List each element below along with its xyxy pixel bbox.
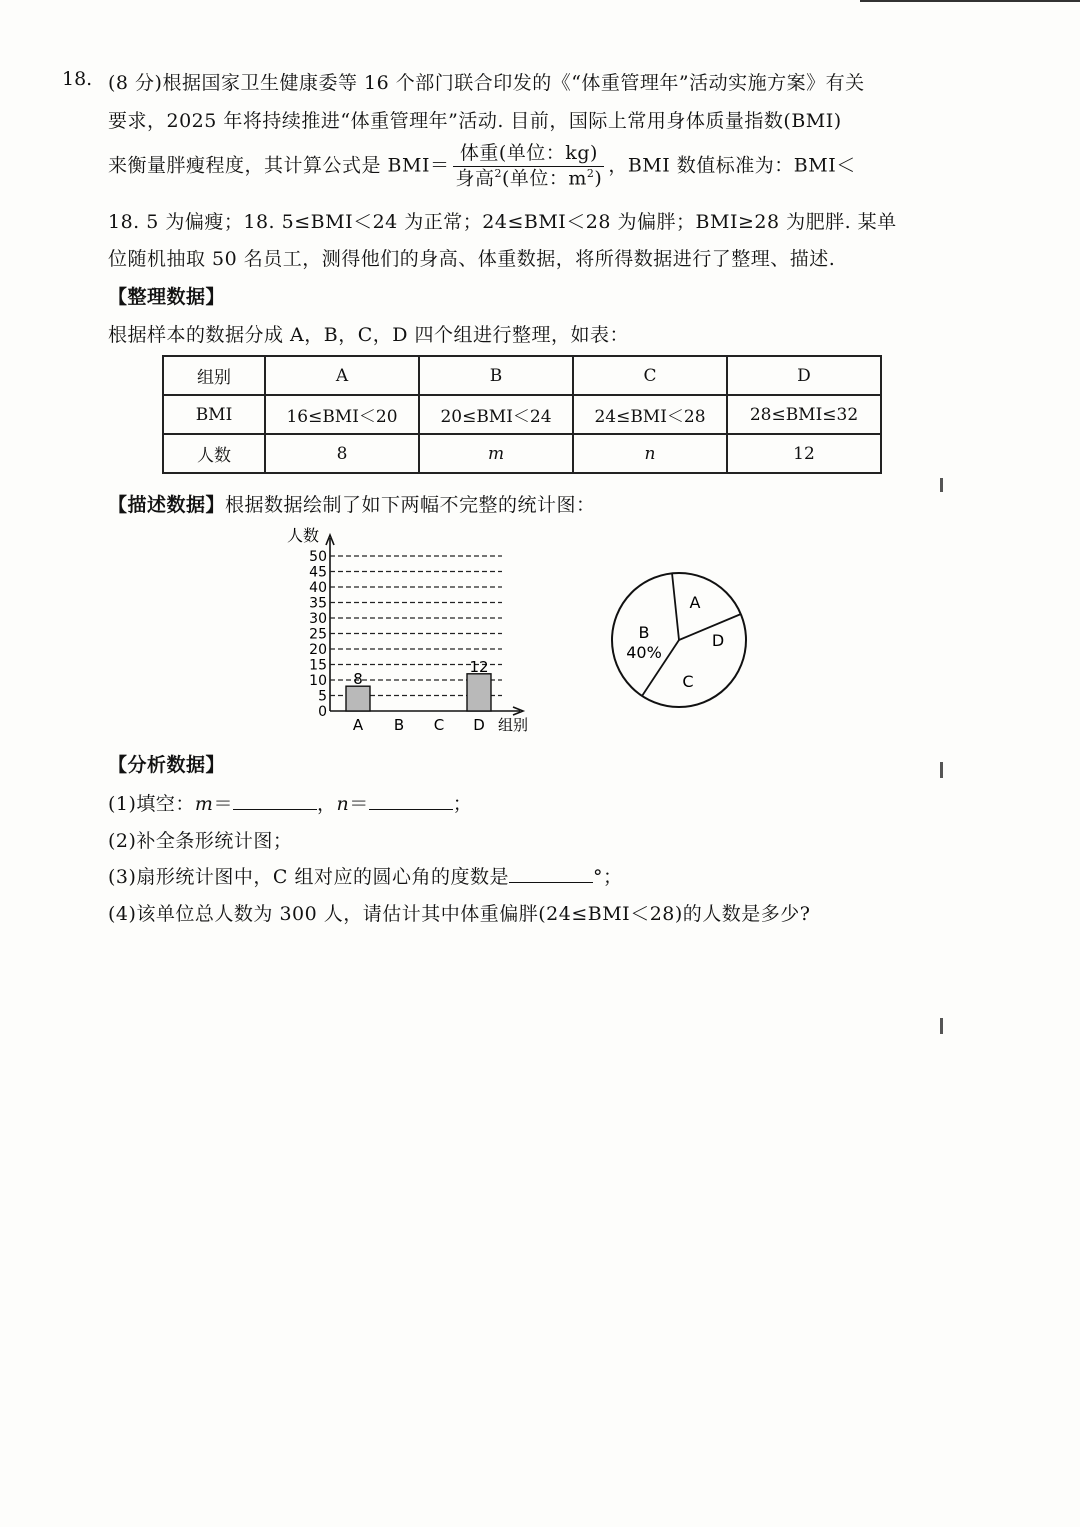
- describe-text: 根据数据绘制了如下两幅不完整的统计图：: [225, 494, 596, 516]
- bar: [346, 686, 370, 711]
- answer-blank-angle[interactable]: [509, 866, 593, 883]
- y-tick-label: 5: [318, 688, 327, 705]
- table-row: [163, 356, 881, 395]
- y-tick-label: 35: [309, 595, 327, 612]
- organize-heading: 【整理数据】: [108, 286, 226, 308]
- table-cell: B: [419, 356, 573, 395]
- y-tick-label: 20: [309, 642, 327, 658]
- scan-margin-mark: [940, 762, 943, 778]
- intro-line-1: (8 分)根据国家卫生健康委等 16 个部门联合印发的《“体重管理年”活动实施方案》有关: [108, 72, 865, 94]
- table-cell: C: [573, 356, 727, 395]
- intro-line-2: 要求，2025 年将持续推进“体重管理年”活动. 目前，国际上常用身体质量指数(BMI): [108, 110, 842, 132]
- intro-line-5: 位随机抽取 50 名员工，测得他们的身高、体重数据，将所得数据进行了整理、描述.: [108, 248, 836, 270]
- question-3: (3)扇形统计图中，C 组对应的圆心角的度数是 °；: [108, 866, 623, 888]
- table-cell: n: [573, 434, 727, 473]
- bar-value-label: 8: [353, 670, 363, 689]
- table-cell: 12: [727, 434, 881, 473]
- formula-numerator: 体重(单位：kg): [453, 142, 604, 167]
- scan-margin-mark: [940, 478, 943, 492]
- pie-divider: [679, 614, 741, 640]
- bmi-formula: [453, 142, 604, 191]
- describe-line: [108, 490, 596, 517]
- table-row: [163, 434, 881, 473]
- table-cell: 人数: [163, 434, 265, 473]
- table-cell: D: [727, 356, 881, 395]
- y-tick-label: 0: [318, 704, 327, 720]
- grouping-table: [162, 355, 882, 474]
- bar: [467, 674, 491, 711]
- answer-blank-n[interactable]: [369, 793, 453, 810]
- y-tick-label: 45: [309, 564, 327, 581]
- formula-lead-text: 来衡量胖瘦程度，其计算公式是 BMI＝: [108, 154, 450, 177]
- x-tick-label: A: [352, 716, 364, 734]
- table-cell: 28≤BMI≤32: [727, 395, 881, 434]
- x-tick-label: C: [433, 716, 445, 734]
- y-axis-label: 人数: [287, 526, 320, 545]
- pie-slice-label: A: [689, 593, 701, 612]
- y-tick-label: 50: [309, 549, 327, 565]
- table-cell: 24≤BMI＜28: [573, 395, 727, 434]
- question-4: (4)该单位总人数为 300 人，请估计其中体重偏胖(24≤BMI＜28)的人数是多少?: [108, 903, 811, 925]
- pie-slice-label: D: [711, 631, 725, 650]
- table-cell: 组别: [163, 356, 265, 395]
- y-tick-label: 10: [309, 673, 327, 689]
- bar-value-label: 12: [469, 657, 489, 676]
- question-2: (2)补全条形统计图；: [108, 830, 293, 852]
- table-cell: m: [419, 434, 573, 473]
- y-tick-label: 30: [309, 611, 327, 627]
- describe-heading: 【描述数据】: [108, 494, 226, 516]
- table-cell: 20≤BMI＜24: [419, 395, 573, 434]
- pie-divider: [672, 573, 679, 640]
- table-cell: A: [265, 356, 419, 395]
- pie-slice-label: C: [682, 672, 694, 691]
- scan-margin-mark: [940, 1018, 943, 1034]
- pie-slice-label: B: [638, 623, 650, 642]
- x-axis-label: 组别: [498, 716, 529, 734]
- table-cell: BMI: [163, 395, 265, 434]
- formula-denominator: 身高$^2$(单位：$m^2$): [455, 166, 603, 190]
- question-number: 18.: [62, 68, 93, 90]
- x-tick-label: B: [393, 716, 405, 734]
- answer-blank-m[interactable]: [233, 793, 317, 810]
- pie-slice-percent: 40%: [626, 643, 662, 662]
- table-row: [163, 395, 881, 434]
- analyze-heading: 【分析数据】: [108, 754, 226, 776]
- bar-chart: [270, 518, 560, 740]
- organize-text: 根据样本的数据分成 A，B，C，D 四个组进行整理，如表：: [108, 324, 630, 346]
- formula-trail-text: ，BMI 数值标准为：BMI＜: [608, 154, 856, 177]
- table-cell: 16≤BMI＜20: [265, 395, 419, 434]
- table-cell: 8: [265, 434, 419, 473]
- y-tick-label: 15: [309, 657, 327, 674]
- x-tick-label: D: [473, 716, 485, 734]
- y-tick-label: 40: [309, 580, 327, 596]
- scan-edge-line: [860, 0, 1080, 2]
- intro-line-3: [108, 142, 856, 191]
- question-1: (1)填空：m＝ ，n＝ ；: [108, 793, 473, 815]
- pie-chart: [600, 565, 760, 725]
- intro-line-4: 18. 5 为偏瘦；18. 5≤BMI＜24 为正常；24≤BMI＜28 为偏胖；BMI≥28 为肥胖. 某单: [108, 211, 897, 233]
- y-tick-label: 25: [309, 626, 327, 643]
